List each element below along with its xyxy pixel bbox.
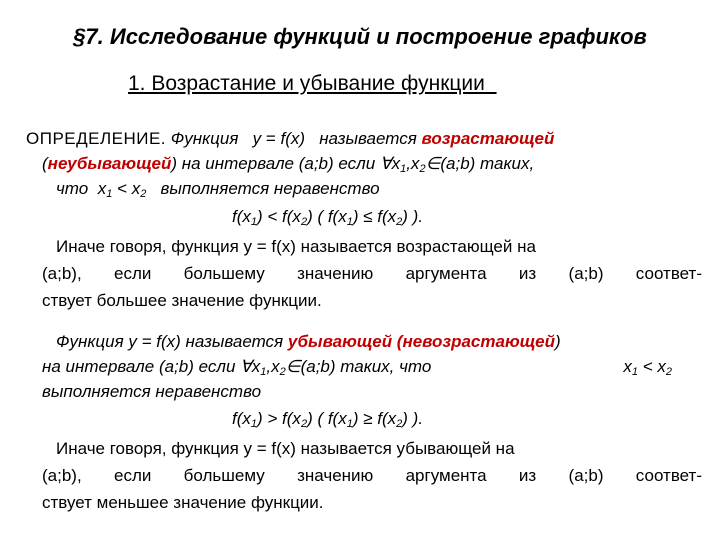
text: выполняется неравенство	[160, 179, 380, 198]
def2-paraphrase-1: Иначе говоря, функция y = f(x) называется убывающей на	[56, 439, 515, 458]
subscript: 1	[631, 366, 638, 378]
term-decreasing: убывающей (невозрастающей	[287, 332, 555, 351]
text: x	[623, 357, 632, 376]
section-subtitle: 1. Возрастание и убывание функции	[128, 72, 497, 95]
text: Функция	[170, 129, 239, 148]
text: ) ).	[402, 207, 424, 226]
text: Функция y = f(x) называется	[56, 332, 288, 351]
text: на интервале (a;b) если	[42, 357, 241, 376]
text: ) ( f(x	[307, 207, 347, 226]
def2-line2: на интервале (a;b) если $\forall x_1,x_2\in(a;b)$ таких, что $x_1 < x_2$	[42, 357, 672, 378]
text: ) на интервале (a;b) если	[171, 154, 380, 173]
text: y	[252, 129, 262, 148]
def1-line2: (неубывающей) на интервале (a;b) если $\forall x_1,x_2\in(a;b)$ таких,	[42, 154, 535, 175]
def2-paraphrase-2: (a;b), если большему значению аргумента из (a;b) соответ-	[42, 466, 702, 485]
def1-line3	[56, 178, 380, 200]
text: (a;b) таких, что	[300, 357, 432, 376]
subscript: 2	[300, 216, 308, 228]
subscript: 1	[106, 188, 113, 200]
text: <	[642, 357, 653, 376]
subscript: 2	[419, 163, 426, 175]
text: <	[117, 179, 127, 198]
text: ,x	[406, 154, 420, 173]
text: x	[391, 154, 401, 173]
term-nondecreasing: неубывающей	[47, 154, 172, 173]
slide-title: §7. Исследование функций и построение графиков	[73, 24, 647, 49]
text: называется	[319, 129, 417, 148]
subscript: 1	[400, 163, 407, 175]
text: x	[97, 179, 107, 198]
def1-paraphrase-2: (a;b), если большему значению аргумента из (a;b) соответ-	[42, 264, 702, 283]
def1-paraphrase-3: ствует большее значение функции.	[42, 291, 322, 310]
def1-paraphrase-1: Иначе говоря, функция y = f(x) называется возрастающей на	[56, 237, 536, 256]
text: ) ).	[402, 409, 424, 428]
text: x	[251, 357, 261, 376]
def1-line1	[26, 128, 554, 150]
subscript: 1	[260, 366, 267, 378]
subscript: 2	[140, 188, 147, 200]
text: ) ≥ f(x	[352, 409, 397, 428]
subscript: 1	[346, 216, 353, 228]
subscript: 1	[250, 216, 258, 228]
subscript: 2	[665, 366, 672, 378]
subscript: 1	[250, 418, 258, 430]
text: ∈(a;b) таких,	[425, 154, 535, 173]
subscript: 2	[300, 418, 308, 430]
text: ) < f(x	[257, 207, 301, 226]
text: ,x	[266, 357, 280, 376]
text: x	[657, 357, 666, 376]
text: x	[131, 179, 141, 198]
term-increasing: возрастающей	[421, 129, 555, 148]
text: f(x	[232, 207, 251, 226]
def1-inequality	[232, 206, 423, 228]
def2-line1	[56, 331, 561, 353]
text: ) ( f(x	[307, 409, 347, 428]
text: f(x	[232, 409, 251, 428]
subscript: 1	[346, 418, 353, 430]
def2-line3: выполняется неравенство	[42, 382, 262, 401]
forall-symbol: ∀	[240, 357, 252, 376]
text: ) > f(x	[257, 409, 301, 428]
definition-label: ОПРЕДЕЛЕНИЕ.	[26, 129, 167, 148]
def2-inequality	[232, 408, 423, 430]
text: что	[56, 179, 89, 198]
text: f(x)	[280, 129, 306, 148]
subscript: 2	[396, 418, 403, 430]
text: ) ≤ f(x	[352, 207, 397, 226]
forall-symbol: ∀	[379, 154, 392, 173]
subscript: 2	[279, 366, 286, 378]
text: )	[554, 332, 561, 351]
text: =	[261, 129, 281, 148]
def2-paraphrase-3: ствует меньшее значение функции.	[42, 493, 324, 512]
subscript: 2	[396, 216, 403, 228]
